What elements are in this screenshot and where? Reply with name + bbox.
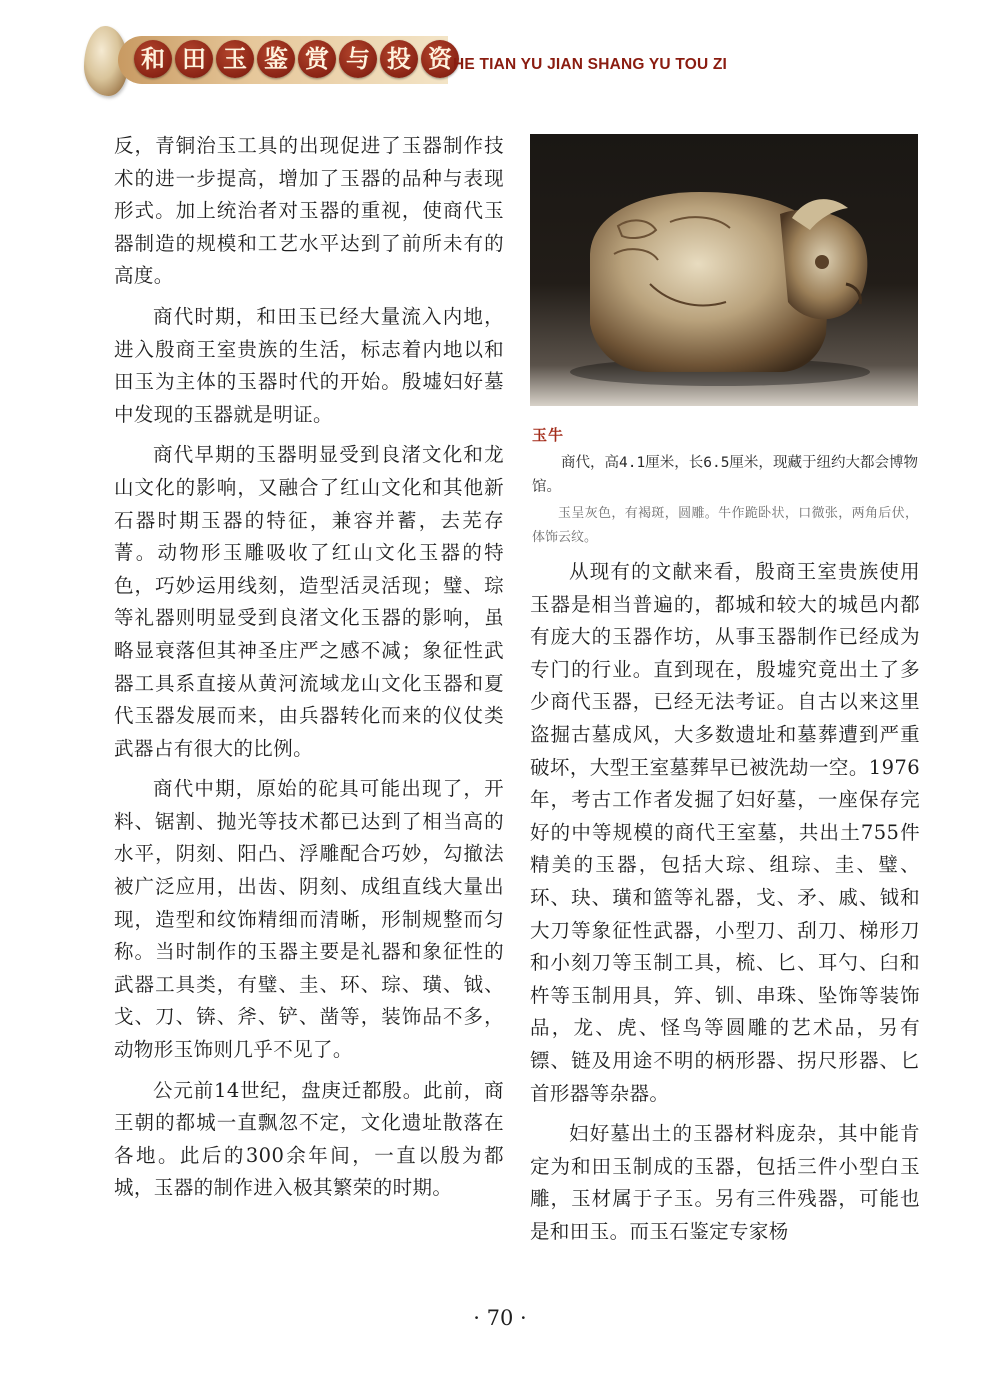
body-paragraph: 商代时期，和田玉已经大量流入内地，进入殷商王室贵族的生活，标志着内地以和田玉为主体的玉器时代的开始。殷墟妇好墓中发现的玉器就是明证。 xyxy=(114,304,504,426)
title-char: 投 xyxy=(380,40,418,78)
body-paragraph: 妇好墓出土的玉器材料庞杂，其中能肯定为和田玉制成的玉器，包括三件小型白玉雕，玉材属于子玉。另有三件残器，可能也是和田玉。而玉石鉴定专家杨 xyxy=(530,1122,920,1243)
jade-ox-illustration xyxy=(530,134,918,406)
body-paragraph: 公元前14世纪，盘庚迁都殷。此前，商王朝的都城一直飘忽不定，文化遗址散落在各地。此后的300余年间，一直以殷为都城，玉器的制作进入极其繁荣的时期。 xyxy=(114,1078,504,1200)
right-column xyxy=(530,556,920,1248)
jade-ox-photo xyxy=(530,134,918,406)
body-paragraph: 商代早期的玉器明显受到良渚文化和龙山文化的影响，又融合了红山文化和其他新石器时期玉器的特征，兼容并蓄，去芜存菁。动物形玉雕吸收了红山文化玉器的特色，巧妙运用线刻，造型活灵活现；璧、琮等礼器则明显受到良渚文化玉器的影响，虽略显衰落但其神圣庄严之感不减；象征性武器工具系直接从黄河流域龙山文化玉器和夏代玉器发展而来，由兵器转化而来的仪仗类武器占有很大的比例。 xyxy=(114,443,504,760)
body-paragraph: 反，青铜治玉工具的出现促进了玉器制作技术的进一步提高，增加了玉器的品种与表现形式。加上统治者对玉器的重视，使商代玉器制造的规模和工艺水平达到了前所未有的高度。 xyxy=(114,134,504,288)
left-column xyxy=(114,130,504,1205)
figure-caption-title: 玉牛 xyxy=(532,427,565,444)
body-paragraph: 商代中期，原始的砣具可能出现了，开料、锯割、抛光等技术都已达到了相当高的水平，阴刻、阳凸、浮雕配合巧妙，勾撤法被广泛应用，出齿、阴刻、成组直线大量出现，造型和纹饰精细而清晰，形制规整而匀称。当时制作的玉器主要是礼器和象征性的武器工具类，有璧、圭、环、琮、璜、钺、戈、刀、锛、斧、铲、凿等，装饰品不多，动物形玉饰则几乎不见了。 xyxy=(114,777,504,1062)
title-char: 玉 xyxy=(216,40,254,78)
book-title xyxy=(134,40,459,80)
page-number: · 70 · xyxy=(473,1306,527,1330)
body-paragraph: 从现有的文献来看，殷商王室贵族使用玉器是相当普遍的，都城和较大的城邑内都有庞大的玉器作坊，从事玉器制作已经成为专门的行业。直到现在，殷墟究竟出土了多少商代玉器，已经无法考证。自古以来这里盗掘古墓成风，大多数遗址和墓葬遭到严重破坏，大型王室墓葬早已被洗劫一空。1976年，考古工作者发掘了妇好墓，一座保存完好的中等规模的商代王室墓，共出土755件精美的玉器，包括大琮、组琮、圭、璧、环、玦、璜和篮等礼器，戈、矛、戚、钺和大刀等象征性武器，小型刀、刮刀、梯形刀和小刻刀等玉制工具，梳、匕、耳勺、臼和杵等玉制用具，笄、钏、串珠、坠饰等装饰品，龙、虎、怪鸟等圆雕的艺术品，另有镖、链及用途不明的柄形器、拐尺形器、匕首形器等杂器。 xyxy=(530,560,920,1105)
title-char: 和 xyxy=(134,40,172,78)
title-char: 与 xyxy=(339,40,377,78)
figure-caption: 商代，高4.1厘米，长6.5厘米，现藏于纽约大都会博物馆。 xyxy=(532,455,918,495)
book-title-pinyin: HE TIAN YU JIAN SHANG YU TOU ZI xyxy=(453,56,728,73)
running-header xyxy=(0,0,1000,110)
title-char: 赏 xyxy=(298,40,336,78)
title-char: 田 xyxy=(175,40,213,78)
title-char: 资 xyxy=(421,40,459,78)
figure-caption-note: 玉呈灰色，有褐斑，圆雕。牛作跪卧状，口微张，两角后伏，体饰云纹。 xyxy=(532,506,918,545)
title-char: 鉴 xyxy=(257,40,295,78)
